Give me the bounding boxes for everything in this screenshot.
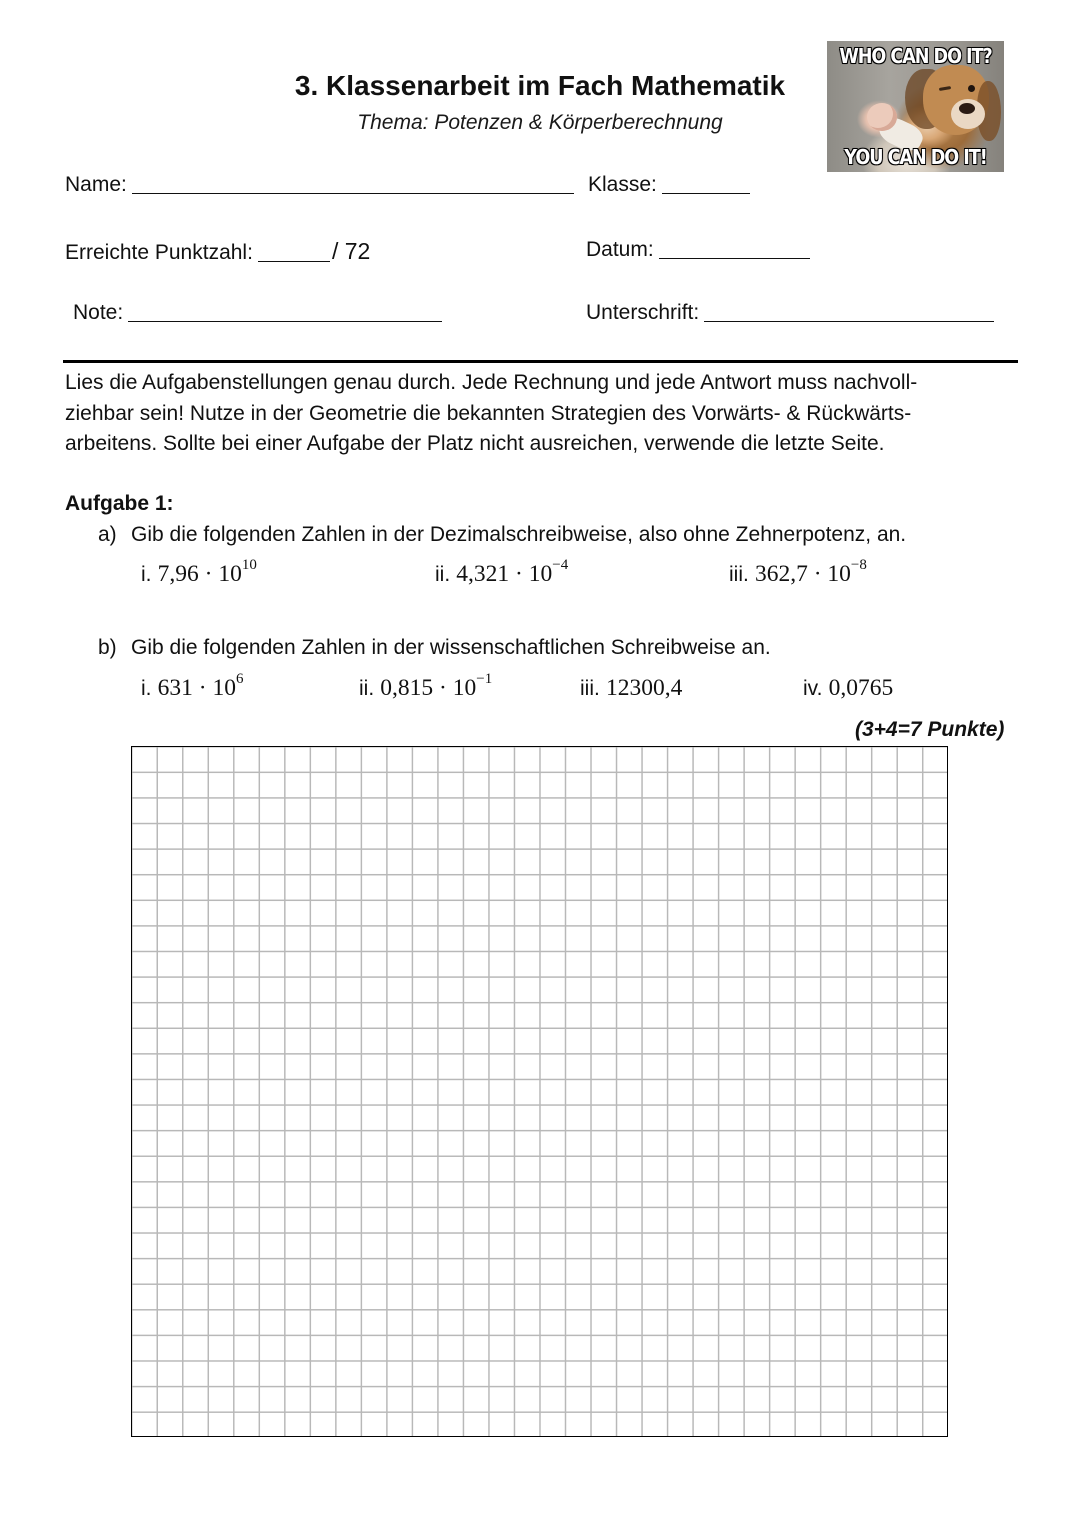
- task-1-points: (3+4=7 Punkte): [855, 718, 1005, 741]
- math-expression: 0,0765: [828, 675, 894, 701]
- math-expression: $4,321 \cdot 10^{-4}$: [456, 557, 569, 587]
- note-input-line[interactable]: [128, 320, 442, 322]
- task-1b-instruction: [98, 636, 771, 660]
- punktzahl-max: / 72: [331, 238, 371, 264]
- note-field[interactable]: [73, 301, 442, 325]
- instructions-paragraph: [65, 368, 1025, 460]
- task-1a-instruction: [98, 523, 906, 547]
- header-divider: [63, 360, 1018, 363]
- dog-nose-shape: [959, 103, 975, 114]
- unterschrift-field[interactable]: [586, 301, 994, 325]
- math-expression: $362,7 \cdot 10^{-8}$: [754, 557, 867, 587]
- meme-top-text: WHO CAN DO IT?: [839, 44, 992, 68]
- task-1b-text: Gib die folgenden Zahlen in der wissenschaftlichen Schreibweise an.: [131, 636, 771, 659]
- math-expression: $0,815 \cdot 10^{-1}$: [380, 671, 493, 701]
- task-1a-item: ii. $4,321 \cdot 10^{-4}$: [435, 557, 569, 587]
- klasse-field[interactable]: [588, 173, 750, 197]
- page-subtitle: Thema: Potenzen & Körperberechnung: [357, 111, 723, 134]
- dog-paw-shape: [867, 103, 897, 131]
- instructions-line: arbeitens. Sollte bei einer Aufgabe der Platz nicht ausreichen, verwende die letzte Seite.: [65, 432, 885, 455]
- math-expression: 12300,4: [605, 675, 683, 701]
- task-1b-item: iv. 0,0765: [803, 675, 894, 701]
- motivational-dog-image: [827, 41, 1004, 172]
- punktzahl-label: Erreichte Punktzahl:: [65, 241, 253, 264]
- instructions-line: ziehbar sein! Nutze in der Geometrie die bekannten Strategien des Vorwärts- & Rückwärts-: [65, 401, 912, 425]
- math-expression: $7,96 \cdot 10^{10}$: [157, 557, 257, 587]
- math-expression: $631 \cdot 10^6$: [157, 671, 244, 701]
- task-1a-text: Gib die folgenden Zahlen in der Dezimalschreibweise, also ohne Zehnerpotenz, an.: [131, 523, 907, 546]
- task-1-heading: Aufgabe 1:: [65, 492, 174, 515]
- datum-field[interactable]: [586, 238, 810, 262]
- task-1b-item: iii. 12300,4: [580, 675, 683, 701]
- datum-label: Datum:: [586, 238, 654, 261]
- punktzahl-field[interactable]: [65, 238, 370, 265]
- name-label: Name:: [65, 173, 127, 196]
- dog-eye-shape: [968, 85, 975, 92]
- klasse-label: Klasse:: [588, 173, 657, 196]
- punktzahl-input-line[interactable]: [258, 260, 330, 262]
- klasse-input-line[interactable]: [662, 192, 750, 194]
- task-1b-item: i. $631 \cdot 10^6$: [141, 671, 244, 701]
- name-field[interactable]: [65, 173, 574, 197]
- meme-bottom-text: YOU CAN DO IT!: [844, 145, 987, 169]
- name-input-line[interactable]: [132, 192, 574, 194]
- page-title: 3. Klassenarbeit im Fach Mathematik: [294, 70, 786, 101]
- instructions-line: Lies die Aufgabenstellungen genau durch. Jede Rechnung und jede Antwort muss nachvoll-: [65, 371, 918, 394]
- task-1a-item: i. $7,96 \cdot 10^{10}$: [141, 557, 257, 587]
- answer-grid[interactable]: [131, 746, 948, 1437]
- task-1a-item: iii. $362,7 \cdot 10^{-8}$: [729, 557, 867, 587]
- note-label: Note:: [73, 301, 124, 324]
- datum-input-line[interactable]: [659, 257, 810, 259]
- unterschrift-input-line[interactable]: [704, 320, 994, 322]
- unterschrift-label: Unterschrift:: [586, 301, 700, 324]
- task-1b-marker: b): [98, 636, 117, 659]
- task-1a-marker: a): [98, 523, 117, 546]
- task-1b-item: ii. $0,815 \cdot 10^{-1}$: [359, 671, 493, 701]
